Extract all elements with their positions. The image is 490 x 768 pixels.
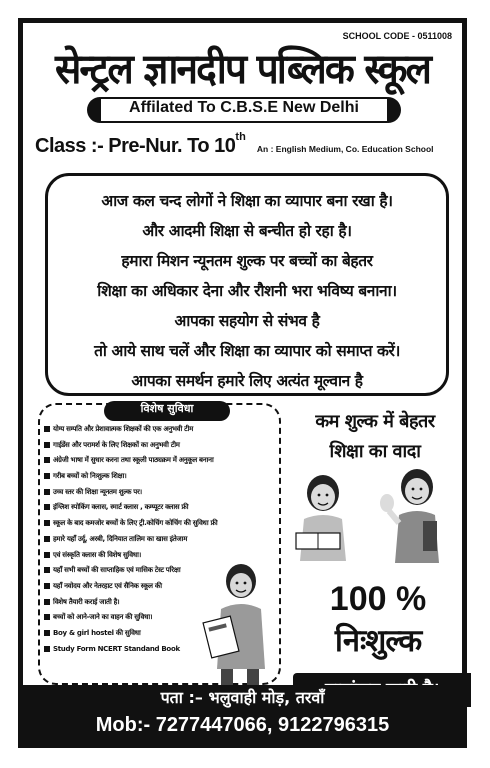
girl-reading-photo — [288, 471, 358, 567]
girl-with-book-photo — [201, 559, 281, 685]
bullet-icon — [44, 489, 50, 495]
bullet-icon — [44, 536, 50, 542]
feature-text: अंग्रेजी भाषा में सुधार करना तथा स्कूली पाठ्यक्रम में अनुकूल बनाना — [53, 456, 214, 465]
features-heading: विशेष सुविधा — [104, 401, 230, 421]
message-line: आज कल चन्द लोगों ने शिक्षा का व्यापार बना रखा है। — [101, 192, 393, 210]
affiliation-banner — [87, 97, 401, 123]
feature-item — [44, 519, 276, 535]
feature-text: योग्य सम्पति और प्रेशावात्मक शिक्षकों की एक अनुभवी टीम — [53, 425, 194, 433]
feature-text: बच्चों को आने-जाने का वाहन की सुविधा। — [53, 613, 153, 622]
affiliation-text: Affilated To C.B.S.E New Delhi — [101, 97, 387, 123]
class-superscript: th — [235, 131, 246, 143]
feature-item — [44, 488, 276, 504]
message-line: आपका सहयोग से संभव है — [174, 312, 320, 330]
feature-text: विशेष तैयारी कराई जाती है। — [53, 597, 120, 606]
percent-text: 100 % — [329, 580, 427, 618]
message-line: हमारा मिशन न्यूनतम शुल्क पर बच्चों का बेहतर — [121, 252, 373, 270]
promise-line-2: शिक्षा का वादा — [329, 441, 421, 462]
feature-item — [44, 472, 276, 488]
bullet-icon — [44, 504, 50, 510]
free-text: निःशुल्क — [334, 623, 422, 659]
class-range: Class :- Pre-Nur. To 10 — [35, 135, 236, 157]
phone-numbers: Mob:- 7277447066, 9122796315 — [95, 714, 390, 736]
feature-text: गाईडेंस और परामर्श के लिए शिक्षकों का अनुभवी टीम — [53, 440, 180, 449]
medium-note: An : English Medium, Co. Education School — [256, 144, 434, 154]
feature-item — [44, 425, 276, 441]
bullet-icon — [44, 599, 50, 605]
poster-frame — [18, 18, 467, 748]
feature-text: उच्च स्तर की शिक्षा न्यूनतम शुल्क पर। — [53, 487, 142, 496]
bullet-icon — [44, 473, 50, 479]
feature-text: यहाँ सभी बच्चों की साप्ताहिक एवं मासिक टेस्ट परिक्षा — [53, 566, 181, 575]
school-code: SCHOOL CODE - 0511008 — [342, 31, 452, 41]
bullet-icon — [44, 552, 50, 558]
message-line: शिक्षा का अधिकार देना और रौशनी भरा भविष्य बनाना। — [97, 282, 397, 300]
feature-item — [44, 456, 276, 472]
feature-item — [44, 503, 276, 519]
promise-text — [285, 407, 465, 467]
feature-text: एवं संस्कृति क्लास की विशेष सुविधा। — [53, 550, 141, 559]
footer-contact — [23, 685, 462, 743]
bullet-icon — [44, 567, 50, 573]
feature-item — [44, 441, 276, 457]
feature-text: हमारे यहाँ उर्दू, अरबी, दिनियात तालिम का खास इंतेजाम — [53, 534, 188, 543]
class-row — [35, 131, 465, 158]
school-title: सेन्ट्रल ज्ञानदीप पब्लिक स्कूल — [55, 45, 430, 94]
feature-text: Boy & girl hostel की सुविधा — [53, 628, 141, 637]
feature-text: स्कूल के बाद कमजोर बच्चों के लिए ट्री.कोचिंग कोचिंग की सुविधा फ्री — [53, 519, 218, 528]
bullet-icon — [44, 630, 50, 636]
message-line: तो आये साथ चलें और शिक्षा का व्यापार को समाप्त करें। — [94, 342, 400, 360]
mission-message-box — [45, 173, 449, 396]
bullet-icon — [44, 614, 50, 620]
bullet-icon — [44, 442, 50, 448]
feature-text: गरीब बच्चों को निःशुल्क शिक्षा। — [53, 472, 127, 481]
bullet-icon — [44, 583, 50, 589]
bullet-icon — [44, 520, 50, 526]
feature-item — [44, 535, 276, 551]
message-line: और आदमी शिक्षा से बन्चीत हो रहा है। — [142, 222, 352, 240]
free-admission-block — [283, 579, 473, 663]
address-text: पता :– भलुवाही मोड़, तरवाँ — [160, 688, 325, 707]
promise-line-1: कम शुल्क में बेहतर — [315, 411, 435, 432]
bullet-icon — [44, 426, 50, 432]
bullet-icon — [44, 646, 50, 652]
feature-text: Study Form NCERT Standand Book — [53, 644, 180, 653]
message-line: आपका समर्थन हमारे लिए अत्यंत मूल्वान है — [131, 372, 363, 390]
bullet-icon — [44, 457, 50, 463]
feature-text: इंग्लिश स्पोकिंग क्लास, स्मार्ट क्लास , कम्प्यूटर क्लास फ्री — [53, 503, 189, 512]
feature-text: यहाँ नवोदय और नेतरहाट एवं सैनिक स्कूल की — [53, 581, 162, 590]
girl-waving-photo — [375, 463, 455, 567]
